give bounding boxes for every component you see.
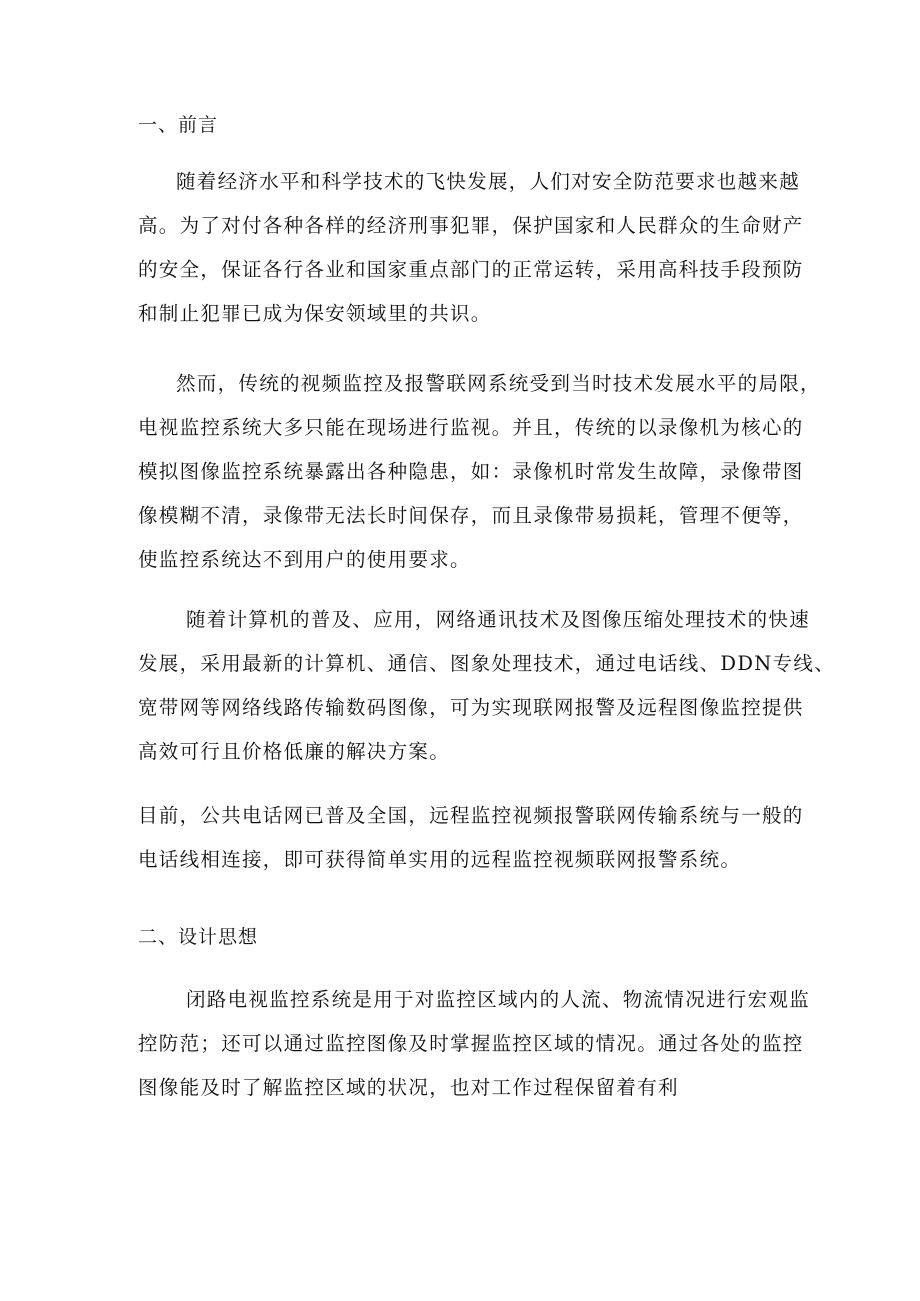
paragraph-line: 电视监控系统大多只能在现场进行监视。并且，传统的以录像机为核心的 <box>138 416 804 439</box>
paragraph-line: 目前，公共电话网已普及全国，远程监控视频报警联网传输系统与一般的 <box>138 804 804 827</box>
paragraph-line: 发展，采用最新的计算机、通信、图象处理技术，通过电话线、DDN专线、 <box>138 652 836 675</box>
paragraph-line: 使监控系统达不到用户的使用要求。 <box>138 548 471 571</box>
paragraph-line: 和制止犯罪已成为保安领域里的共识。 <box>138 302 492 325</box>
paragraph-line: 闭路电视监控系统是用于对监控区域内的人流、物流情况进行宏观监 <box>186 988 811 1011</box>
paragraph-line: 图像能及时了解监控区域的状况，也对工作过程保留着有利 <box>138 1076 679 1099</box>
paragraph-3 <box>138 598 836 774</box>
section-heading-preface: 一、前言 <box>138 114 219 136</box>
paragraph-line: 模拟图像监控系统暴露出各种隐患，如：录像机时常发生故障，录像带图 <box>138 460 804 483</box>
paragraph-line: 然而，传统的视频监控及报警联网系统受到当时技术发展水平的局限， <box>176 372 821 395</box>
paragraph-line: 高效可行且价格低廉的解决方案。 <box>138 740 451 763</box>
paragraph-line: 宽带网等网络线路传输数码图像，可为实现联网报警及远程图像监控提供 <box>138 696 804 719</box>
paragraph-line: 像模糊不清，录像带无法长时间保存，而且录像带易损耗，管理不便等， <box>138 504 804 527</box>
paragraph-2 <box>138 362 821 582</box>
paragraph-4 <box>138 794 804 882</box>
paragraph-line: 的安全，保证各行各业和国家重点部门的正常运转，采用高科技手段预防 <box>138 258 804 281</box>
paragraph-line: 高。为了对付各种各样的经济刑事犯罪，保护国家和人民群众的生命财产 <box>138 214 804 237</box>
paragraph-line: 控防范；还可以通过监控图像及时掌握监控区域的情况。通过各处的监控 <box>138 1032 804 1055</box>
section-heading-design: 二、设计思想 <box>138 926 259 948</box>
paragraph-line: 随着计算机的普及、应用，网络通讯技术及图像压缩处理技术的快速 <box>186 608 811 631</box>
paragraph-line: 随着经济水平和科学技术的飞快发展，人们对安全防范要求也越来越 <box>176 170 801 193</box>
paragraph-line: 电话线相连接，即可获得简单实用的远程监控视频联网报警系统。 <box>138 848 742 871</box>
paragraph-1 <box>138 160 804 336</box>
paragraph-5 <box>138 978 811 1110</box>
